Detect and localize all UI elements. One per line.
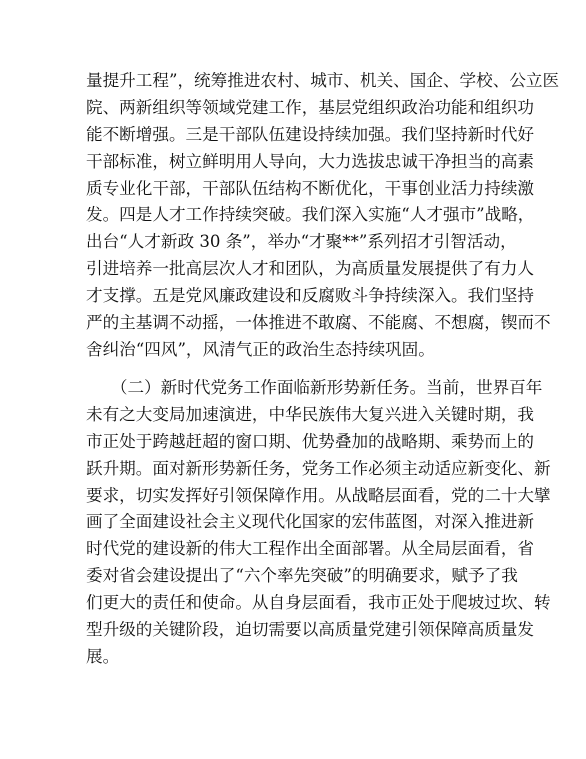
text-line: （二）新时代党务工作面临新形势新任务。当前，世界百年 [86, 378, 543, 397]
text-line: 未有之大变局加速演进，中华民族伟大复兴进入关键时期，我 [86, 404, 535, 424]
text-line: 院、两新组织等领域党建工作，基层党组织政治功能和组织功 [86, 97, 535, 117]
text-line: 干部标准，树立鲜明用人导向，大力选拔忠诚干净担当的高素 [86, 151, 535, 171]
paragraph-achievements [86, 68, 560, 364]
text-line: 委对省会建设提出了“六个率先突破”的明确要求，赋予了我 [86, 566, 518, 586]
text-line: 画了全面建设社会主义现代化国家的宏伟蓝图，对深入推进新 [86, 512, 535, 532]
text-line: 市正处于跨越赶超的窗口期、优势叠加的战略期、乘势而上的 [86, 431, 535, 451]
text-line: 发。四是人才工作持续突破。我们深入实施“人才强市”战略， [86, 205, 535, 225]
text-line: 跃升期。面对新形势新任务，党务工作必须主动适应新变化、新 [86, 458, 551, 478]
text-line: 引进培养一批高层次人才和团队，为高质量发展提供了有力人 [86, 259, 535, 279]
text-line: 型升级的关键阶段，迫切需要以高质量党建引领保障高质量发 [86, 620, 535, 640]
text-line: 展。 [86, 646, 120, 666]
text-line: 们更大的责任和使命。从自身层面看，我市正处于爬坡过坎、转 [86, 593, 551, 613]
paragraph-new-situation [86, 375, 551, 671]
text-line: 量提升工程”，统筹推进农村、城市、机关、国企、学校、公立医 [86, 71, 560, 90]
text-line: 舍纠治“四风”，风清气正的政治生态持续巩固。 [86, 339, 435, 359]
text-line: 时代党的建设新的伟大工程作出全面部署。从全局层面看，省 [86, 539, 535, 559]
text-line: 出台“人才新政 30 条”，举办“才聚**”系列招才引智活动， [86, 232, 517, 252]
text-line: 严的主基调不动摇，一体推进不敢腐、不能腐、不想腐，锲而不 [86, 313, 551, 333]
text-line: 才支撑。五是党风廉政建设和反腐败斗争持续深入。我们坚持 [86, 286, 535, 306]
text-line: 要求，切实发挥好引领保障作用。从战略层面看，党的二十大擘 [86, 485, 551, 505]
text-line: 质专业化干部，干部队伍结构不断优化，干事创业活力持续激 [86, 178, 535, 198]
text-line: 能不断增强。三是干部队伍建设持续加强。我们坚持新时代好 [86, 124, 535, 144]
